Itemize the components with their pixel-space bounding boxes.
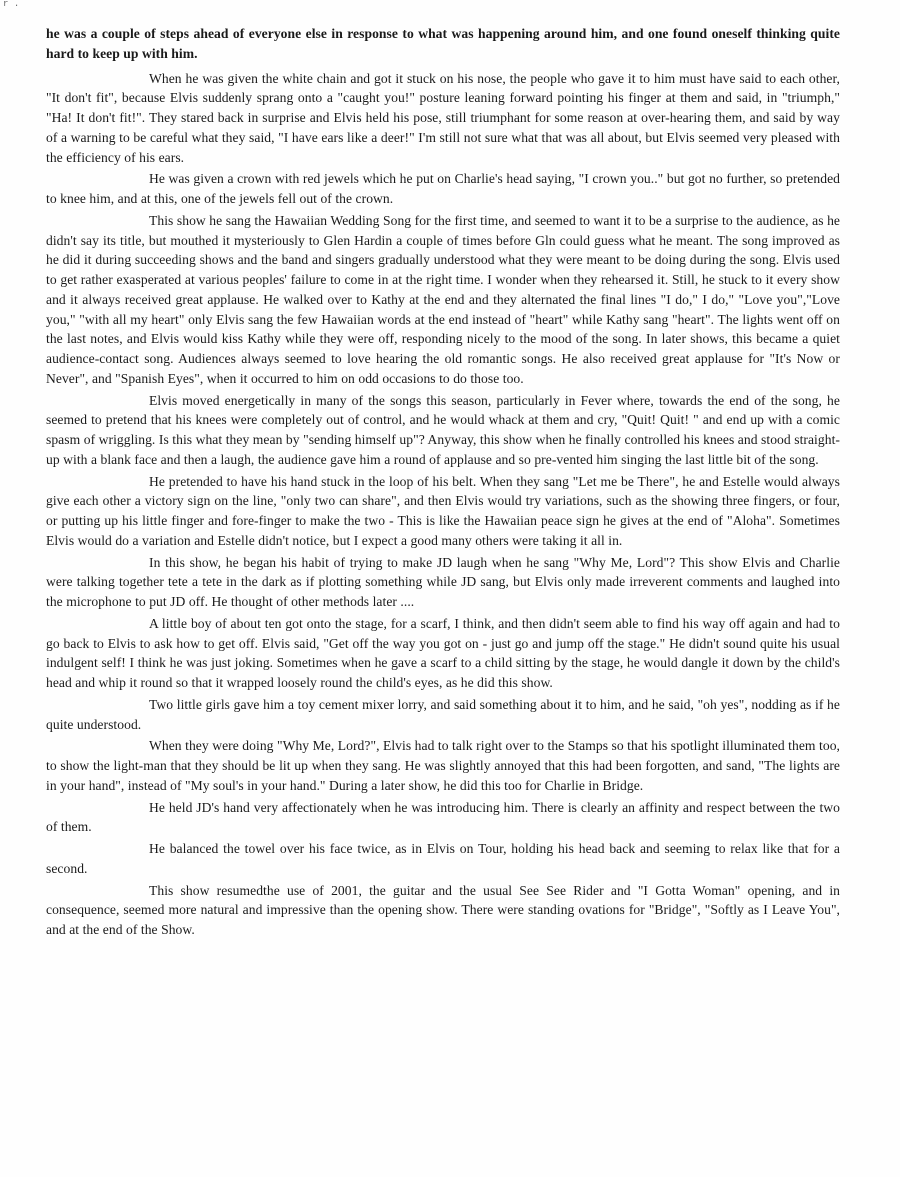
paragraph-fever: Elvis moved energetically in many of the songs this season, particularly in Fever where, towards the end of the song, he seemed to pretend that his knees were completely out of control, and he would whack at them and cry, "Quit! Quit! " and end up with a comic spasm of wriggling. Is this what they mean by "sending himself up"? Anyway, this show when he finally controlled his knees and stood straight-up with a blank face and then a laugh, the audience gave him a round of applause and so pre-vented him singing the last little bit of the song. <box>46 392 840 467</box>
paragraph-white-chain: When he was given the white chain and got it stuck on his nose, the people who gave it to him must have said to each other, "It don't fit", because Elvis suddenly sprang onto a "caught you!" posture leaning forward pointing his finger at them and said, in "triumph," "Ha! It don't fit!". They stared back in surprise and Elvis held his pose, still triumphant for some reason at over-hearing them, and said by way of a warning to be careful what they said, "I have ears like a deer!" I'm still not sure what that was all about, but Elvis seemed very pleased with the efficiency of his ears. <box>46 70 840 165</box>
paragraph-little-boy: A little boy of about ten got onto the stage, for a scarf, I think, and then didn't seem able to find his way off again and had to go back to Elvis to ask how to get off. Elvis said, "Get off the way you got on - just go and jump off the stage." He didn't sound quite his usual indulgent self! I think he was just joking. Sometimes when he gave a scarf to a child sitting by the stage, he would dangle it down by the child's head and whip it round so that it wrapped loosely round the child's eyes, as he did this show. <box>46 615 840 690</box>
paragraph-stamps-spotlight: When they were doing "Why Me, Lord?", Elvis had to talk right over to the Stamps so that his spotlight illuminated them too, to show the light-man that they should be lit up when they sang. He was slightly annoyed that this had been forgotten, and sand, "The lights are in your hand", instead of "My soul's in your hand." During a later show, he did this too for Charlie in Bridge. <box>46 738 840 793</box>
corner-mark: r . <box>3 0 20 9</box>
paragraph-belt-loop: He pretended to have his hand stuck in the loop of his belt. When they sang "Let me be There", he and Estelle would always give each other a victory sign on the line, "only two can share", and then Elvis would try variations, such as the showing three fingers, or four, or putting up his little finger and fore-finger to make the two - This is like the Hawaiian peace sign he gives at the end of "Aloha". Sometimes Elvis would do a variation and Estelle didn't notice, but I expect a good many others were taking it all in. <box>46 473 840 548</box>
paragraph-crown: He was given a crown with red jewels which he put on Charlie's head saying, "I crown you.." but got no further, so pretended to knee him, and at this, one of the jewels fell out of the crown. <box>46 171 840 206</box>
paragraph-jd-hand: He held JD's hand very affectionately when he was introducing him. There is clearly an affinity and respect between the two of them. <box>46 799 840 835</box>
paragraph-why-me-lord: In this show, he began his habit of trying to make JD laugh when he sang "Why Me, Lord"? This show Elvis and Charlie were talking together tete a tete in the dark as if plotting something while JD sang, but Elvis only made irreverent comments and laughed into the microphone to put JD off. He thought of other methods later .... <box>46 554 840 609</box>
paragraph-cement-mixer: Two little girls gave him a toy cement mixer lorry, and said something about it to him, and he said, "oh yes", nodding as if he quite understood. <box>46 696 840 732</box>
paragraph-opening: he was a couple of steps ahead of everyone else in response to what was happening around him, and one found oneself thinking quite hard to keep up with him. <box>46 26 840 61</box>
paragraph-towel: He balanced the towel over his face twice, as in Elvis on Tour, holding his head back and seeming to relax like that for a second. <box>46 841 840 876</box>
paragraph-hawaiian-wedding-song: This show he sang the Hawaiian Wedding Song for the first time, and seemed to want it to be a surprise to the audience, as he didn't say its title, but mouthed it mysteriously to Glen Hardin a couple of times before Gln could guess what he meant. The song improved as he did it during succeeding shows and the band and singers gradually understood what they were meant to be doing during the song. Elvis used to get rather exasperated at various peoples' failure to come in at the right time. I wonder when they rehearsed it. Still, he stuck to it every show and it always received great applause. He walked over to Kathy at the end and they alternated the final lines "I do," I do," "Love you","Love you," "with all my heart" only Elvis sang the few Hawaiian words at the end instead of "heart" while Kathy sang "heart". The lights went off on the last notes, and Elvis would kiss Kathy while they were off, responding nicely to the mood of the song. In later shows, this became a quiet audience-contact song. Audiences always seemed to love hearing the old romantic songs. He also received great applause for "It's Now or Never", and "Spanish Eyes", when it occurred to him on odd occasions to do those too. <box>46 212 840 386</box>
paragraph-2001-opening: This show resumedthe use of 2001, the guitar and the usual See See Rider and "I Gotta Woman" opening, and in consequence, seemed more natural and impressive than the opening show. There were standing ovations for "Bridge", "Softly as I Leave You", and at the end of the Show. <box>46 882 840 937</box>
